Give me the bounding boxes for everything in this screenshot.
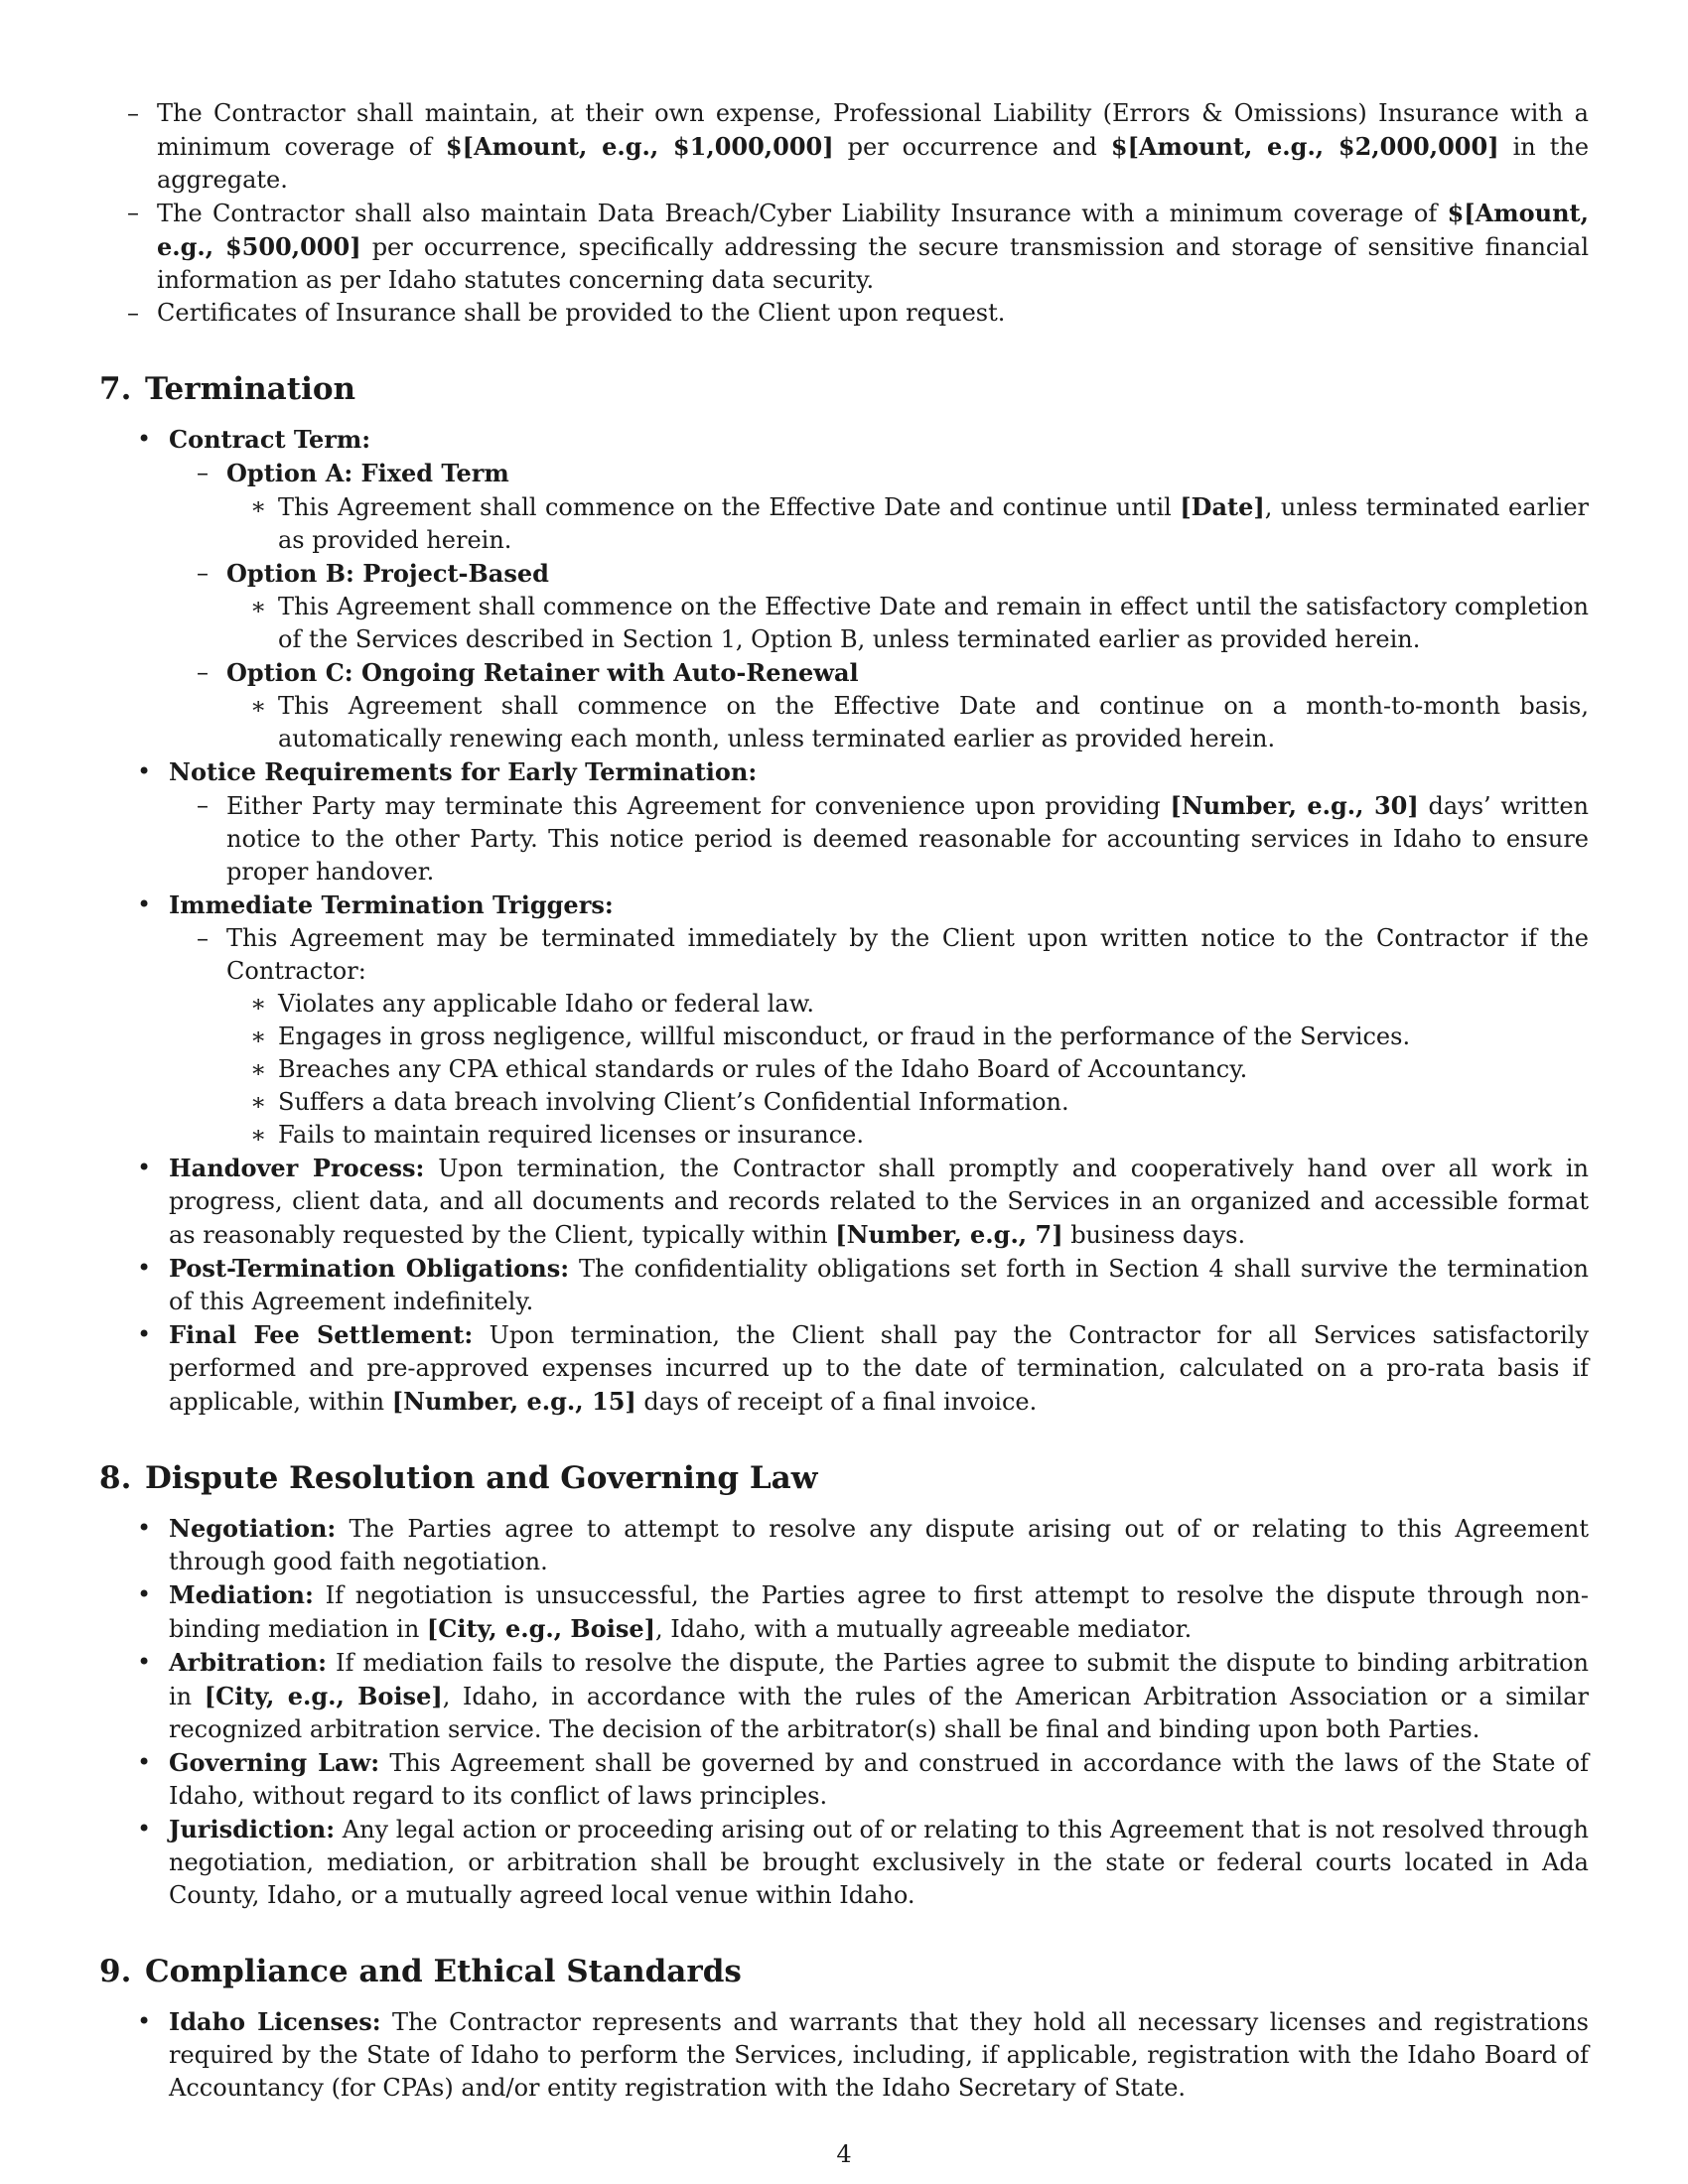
text: Upon termination, the Client shall pay the Contractor for all Services satisfactorily performed and pre-approved expenses incurred up to the date of termination, calculated on a pro-rata basis if applicable, within [169, 1321, 1590, 1416]
notice-text [169, 789, 1589, 888]
insurance-item-cyber-liability [99, 197, 1589, 297]
negotiation-item [99, 1512, 1589, 1578]
immediate-intro [169, 922, 1589, 1152]
text: Upon termination, the Contractor shall promptly and cooperatively hand over all work in progress, client data, and all documents and records related to the Services in an organized and accessible format as reasonably requested by the Client, typically within [169, 1155, 1589, 1249]
text: The Contractor represents and warrants that they hold all necessary licenses and registrations required by the State of Idaho to perform the Services, including, if applicable, registration with the Idaho Board of Accountancy (for CPAs) and/or entity registration with the Idaho Secretary of State. [169, 2008, 1589, 2102]
immediate-details [169, 922, 1589, 1152]
notice-requirements-item [99, 755, 1589, 888]
section-number: 7. [99, 371, 132, 407]
text: This Agreement shall be governed by and construed in accordance with the laws of the State of Idaho, without regard to its conflict of laws principles. [169, 1749, 1589, 1810]
document-body [99, 97, 1589, 2105]
placeholder-city: [City, e.g., Boise] [204, 1682, 443, 1710]
placeholder-amount: $[Amount, e.g., $500,000] [157, 199, 1589, 261]
option-label: Option C: Ongoing Retainer with Auto-Renewal [226, 658, 859, 687]
placeholder-number: [Number, e.g., 7] [835, 1220, 1063, 1249]
section-title: Termination [145, 371, 356, 407]
notice-details [169, 789, 1589, 888]
trigger-item: ∗ Fails to maintain required licenses or insurance. [226, 1119, 1589, 1152]
section-title: Dispute Resolution and Governing Law [145, 1460, 818, 1496]
placeholder-amount: $[Amount, e.g., $2,000,000] [1110, 132, 1499, 161]
text: Any legal action or proceeding arising out of or relating to this Agreement that is not resolved through negotiation, mediation, or arbitration shall be brought exclusively in the state or federal courts located in Ada County, Idaho, or a mutually agreed local venue within Idaho. [169, 1816, 1589, 1909]
final-fee-item [99, 1318, 1589, 1419]
item-label: Handover Process: [169, 1154, 425, 1182]
placeholder-city: [City, e.g., Boise] [426, 1614, 655, 1643]
text: Certificates of Insurance shall be provided to the Client upon request. [157, 299, 1006, 327]
section-heading-termination [99, 369, 1589, 409]
option-label: Option A: Fixed Term [226, 459, 509, 487]
item-label: Mediation: [169, 1580, 314, 1609]
governing-law-item [99, 1746, 1589, 1813]
text: The Parties agree to attempt to resolve any dispute arising out of or relating to this Agreement through good faith negotiation. [169, 1515, 1589, 1575]
text: , Idaho, in accordance with the rules of the American Arbitration Association or a similar recognized arbitration service. The decision of the arbitrator(s) shall be final and binding upon both Parties. [169, 1683, 1590, 1743]
text: , Idaho, with a mutually agreeable mediator. [654, 1615, 1193, 1643]
page-number: 4 [836, 2140, 852, 2168]
text: per occurrence and [833, 133, 1111, 161]
insurance-item-certificates [99, 297, 1589, 330]
option-c-text [226, 690, 1589, 755]
text: If mediation fails to resolve the dispute, the Parties agree to submit the dispute to binding arbitration in [169, 1649, 1589, 1710]
text: This Agreement shall commence on the Effective Date and continue until [278, 493, 1181, 521]
compliance-list [99, 2005, 1589, 2105]
item-label: Immediate Termination Triggers: [169, 890, 614, 919]
item-label: Negotiation: [169, 1514, 337, 1543]
item-label: Arbitration: [169, 1648, 327, 1677]
item-label: Final Fee Settlement: [169, 1320, 474, 1349]
arbitration-item [99, 1646, 1589, 1746]
text: , unless terminated earlier as provided herein. [278, 493, 1590, 554]
text: days’ written notice to the other Party. This notice period is deemed reasonable for accounting services in Idaho to ensure proper handover. [226, 792, 1590, 886]
text: This Agreement shall commence on the Effective Date and remain in effect until the satisfactory completion of the Services described in Section 1, Option B, unless terminated earlier as provided herein. [278, 593, 1589, 653]
trigger-item: ∗ Engages in gross negligence, willful misconduct, or fraud in the performance of the Services. [226, 1021, 1589, 1053]
mediation-item [99, 1578, 1589, 1646]
contract-term-options [169, 457, 1589, 755]
item-label: Idaho Licenses: [169, 2007, 381, 2036]
jurisdiction-item [99, 1813, 1589, 1912]
dispute-list [99, 1512, 1589, 1912]
immediate-termination-item [99, 888, 1589, 1152]
section-number: 8. [99, 1460, 132, 1496]
option-label: Option B: Project-Based [226, 559, 549, 588]
termination-list [99, 423, 1589, 1419]
placeholder-date: [Date] [1180, 492, 1265, 521]
item-label: Jurisdiction: [169, 1815, 336, 1843]
option-c-item [169, 656, 1589, 755]
text: days of receipt of a final invoice. [635, 1388, 1038, 1416]
section-title: Compliance and Ethical Standards [145, 1954, 742, 1989]
option-a-item [169, 457, 1589, 557]
insurance-item-professional-liability [99, 97, 1589, 197]
option-a-text [226, 490, 1589, 557]
text: business days. [1062, 1221, 1246, 1249]
option-a-details [226, 490, 1589, 557]
text: Either Party may terminate this Agreement for convenience upon providing [226, 792, 1171, 820]
section-heading-compliance [99, 1952, 1589, 1991]
item-label: Post-Termination Obligations: [169, 1254, 570, 1283]
section-number: 9. [99, 1954, 132, 1989]
placeholder-number: [Number, e.g., 30] [1170, 791, 1419, 820]
placeholder-number: [Number, e.g., 15] [391, 1387, 636, 1416]
text: per occurrence, specifically addressing the secure transmission and storage of sensitive financial information as per Idaho statutes concerning data security. [157, 233, 1590, 294]
text: in the aggregate. [157, 133, 1590, 194]
text: The Contractor shall maintain, at their own expense, Professional Liability (Errors & Omissions) Insurance with a minimum coverage of [157, 99, 1589, 161]
idaho-licenses-item [99, 2005, 1589, 2105]
item-label: Contract Term: [169, 425, 371, 454]
item-label: Notice Requirements for Early Termination: [169, 757, 758, 786]
contract-term-item [99, 423, 1589, 755]
text: This Agreement shall commence on the Effective Date and continue on a month-to-month basis, automatically renewing each month, unless terminated earlier as provided herein. [278, 692, 1589, 752]
placeholder-amount: $[Amount, e.g., $1,000,000] [445, 132, 834, 161]
text: The Contractor shall also maintain Data Breach/Cyber Liability Insurance with a minimum coverage of [157, 200, 1448, 227]
trigger-item: ∗ Breaches any CPA ethical standards or rules of the Idaho Board of Accountancy. [226, 1053, 1589, 1086]
option-b-text [226, 591, 1589, 656]
handover-process-item [99, 1152, 1589, 1252]
trigger-item: ∗ Violates any applicable Idaho or federal law. [226, 988, 1589, 1021]
option-b-item [169, 557, 1589, 656]
option-c-details [226, 690, 1589, 755]
text: The confidentiality obligations set forth in Section 4 shall survive the termination of this Agreement indefinitely. [169, 1255, 1590, 1315]
trigger-item: ∗ Suffers a data breach involving Client’s Confidential Information. [226, 1086, 1589, 1119]
post-termination-item [99, 1252, 1589, 1318]
option-b-details [226, 591, 1589, 656]
text: This Agreement may be terminated immediately by the Client upon written notice to the Contractor if the Contractor: [226, 924, 1589, 985]
item-label: Governing Law: [169, 1748, 380, 1777]
section-heading-dispute-resolution [99, 1458, 1589, 1498]
trigger-list [226, 988, 1589, 1152]
insurance-list [99, 97, 1589, 330]
text: If negotiation is unsuccessful, the Parties agree to first attempt to resolve the dispute through non-binding mediation in [169, 1581, 1589, 1643]
